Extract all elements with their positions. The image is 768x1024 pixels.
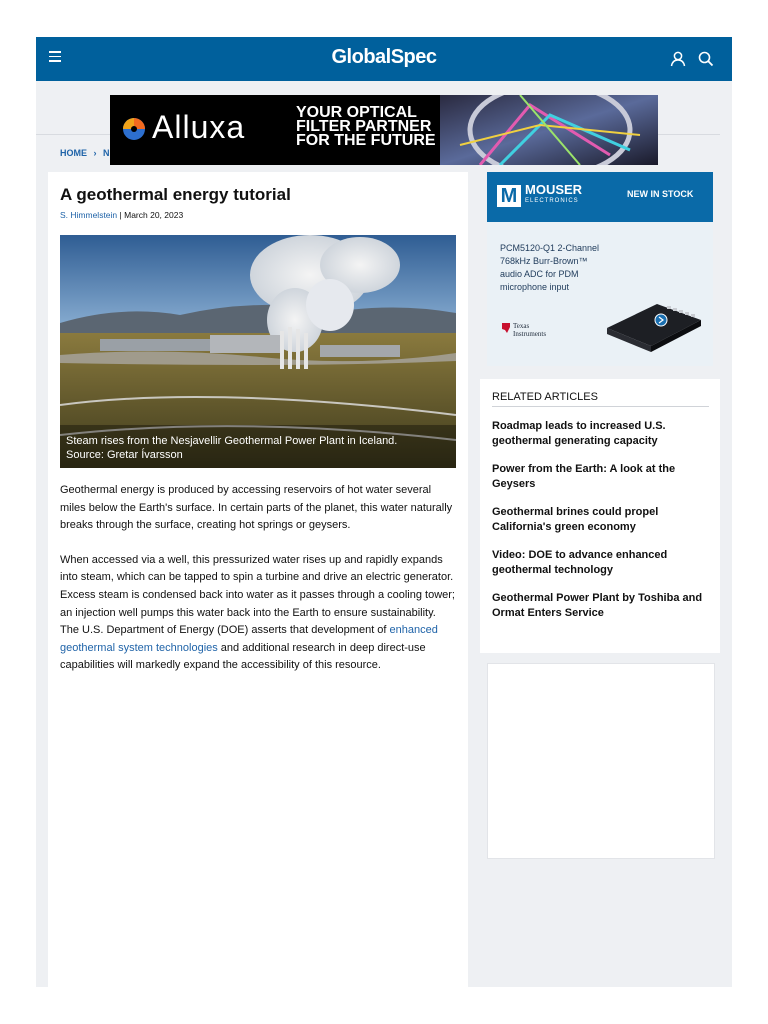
product-line: 768kHz Burr-Brown™ bbox=[500, 256, 588, 266]
page-container bbox=[36, 37, 732, 987]
product-line: PCM5120-Q1 2-Channel bbox=[500, 243, 600, 253]
new-in-stock-badge: NEW IN STOCK bbox=[627, 189, 694, 199]
alluxa-brand: Alluxa bbox=[152, 109, 246, 145]
mouser-brand-sub: ELECTRONICS bbox=[525, 198, 579, 204]
mouser-brand: MOUSER bbox=[525, 182, 583, 197]
adc-chip-image bbox=[597, 290, 707, 352]
tagline-line: YOUR OPTICAL bbox=[296, 104, 417, 121]
byline-separator: | bbox=[119, 210, 125, 220]
mouser-ad[interactable] bbox=[487, 172, 713, 366]
tagline-line: FOR THE FUTURE bbox=[296, 132, 436, 149]
paragraph-text: When accessed via a well, this pressurized water rises up and rapidly expands into steam, which can be tapped to spin a turbine and drive an electric generator. Excess steam is condensed back into water as it passes through a cooling tower; an injection well pumps this water back into the Earth to ensure sustainability. The U.S. Department of Energy (DOE) asserts that development of bbox=[60, 553, 455, 637]
related-article-link[interactable]: Geothermal Power Plant by Toshiba and Ormat Enters Service bbox=[492, 592, 703, 619]
user-icon[interactable] bbox=[668, 49, 688, 69]
paragraph-text: and additional research in deep direct-use capabilities will markedly expand the accessibility of this resource. bbox=[60, 641, 426, 672]
tagline-line: FILTER PARTNER bbox=[296, 118, 432, 135]
author-link[interactable]: S. Himmelstein bbox=[60, 210, 118, 220]
mouser-logo-icon: M bbox=[497, 185, 521, 207]
article-body bbox=[60, 482, 456, 692]
breadcrumb-next[interactable]: N bbox=[103, 148, 110, 158]
article-title: A geothermal energy tutorial bbox=[60, 185, 291, 204]
hero-image bbox=[60, 235, 456, 468]
article-paragraph: Geothermal energy is produced by accessing reservoirs of hot water several miles below the Earth's surface. In certain parts of the planet, this water naturally breaks through the surface, creating hot springs or geysers. bbox=[60, 484, 453, 532]
site-logo[interactable]: GlobalSpec bbox=[331, 46, 437, 68]
breadcrumb bbox=[60, 148, 110, 158]
related-article-link[interactable]: Power from the Earth: A look at the Geysers bbox=[492, 463, 676, 490]
article-paragraph bbox=[60, 552, 456, 675]
empty-ad-slot bbox=[487, 663, 715, 859]
optical-filter-art bbox=[440, 95, 658, 165]
breadcrumb-home[interactable]: HOME bbox=[60, 148, 87, 158]
egs-link[interactable]: enhanced geothermal system technologies bbox=[60, 624, 438, 654]
alluxa-tagline bbox=[296, 106, 436, 148]
ti-mark-icon bbox=[501, 322, 511, 334]
product-line: microphone input bbox=[500, 282, 570, 292]
breadcrumb-separator: › bbox=[93, 148, 97, 158]
ti-logo-line: Texas bbox=[513, 322, 530, 330]
caption-text: Steam rises from the Nesjavellir Geothermal Power Plant in Iceland. bbox=[66, 435, 398, 447]
caption-source: Source: Gretar Ívarsson bbox=[66, 449, 183, 461]
article-byline bbox=[60, 210, 183, 220]
search-icon[interactable] bbox=[696, 49, 716, 69]
mouser-product-text bbox=[500, 242, 630, 294]
related-article-link[interactable]: Geothermal brines could propel California's green economy bbox=[492, 506, 659, 533]
alluxa-logo-icon bbox=[122, 117, 146, 141]
article-date: March 20, 2023 bbox=[124, 210, 184, 220]
article-card bbox=[48, 172, 468, 987]
image-caption bbox=[66, 434, 397, 462]
related-article-link[interactable]: Video: DOE to advance enhanced geothermal technology bbox=[492, 549, 668, 576]
product-line: audio ADC for PDM bbox=[500, 269, 579, 279]
related-article-link[interactable]: Roadmap leads to increased U.S. geothermal generating capacity bbox=[492, 420, 666, 447]
ti-logo-line: Instruments bbox=[513, 330, 547, 338]
alluxa-ad-banner[interactable] bbox=[110, 95, 658, 165]
related-articles-heading: RELATED ARTICLES bbox=[492, 391, 709, 407]
related-articles-list bbox=[492, 419, 708, 634]
mouser-ad-header bbox=[487, 172, 713, 222]
related-articles-panel bbox=[480, 379, 720, 653]
top-navigation-bar bbox=[36, 37, 732, 81]
